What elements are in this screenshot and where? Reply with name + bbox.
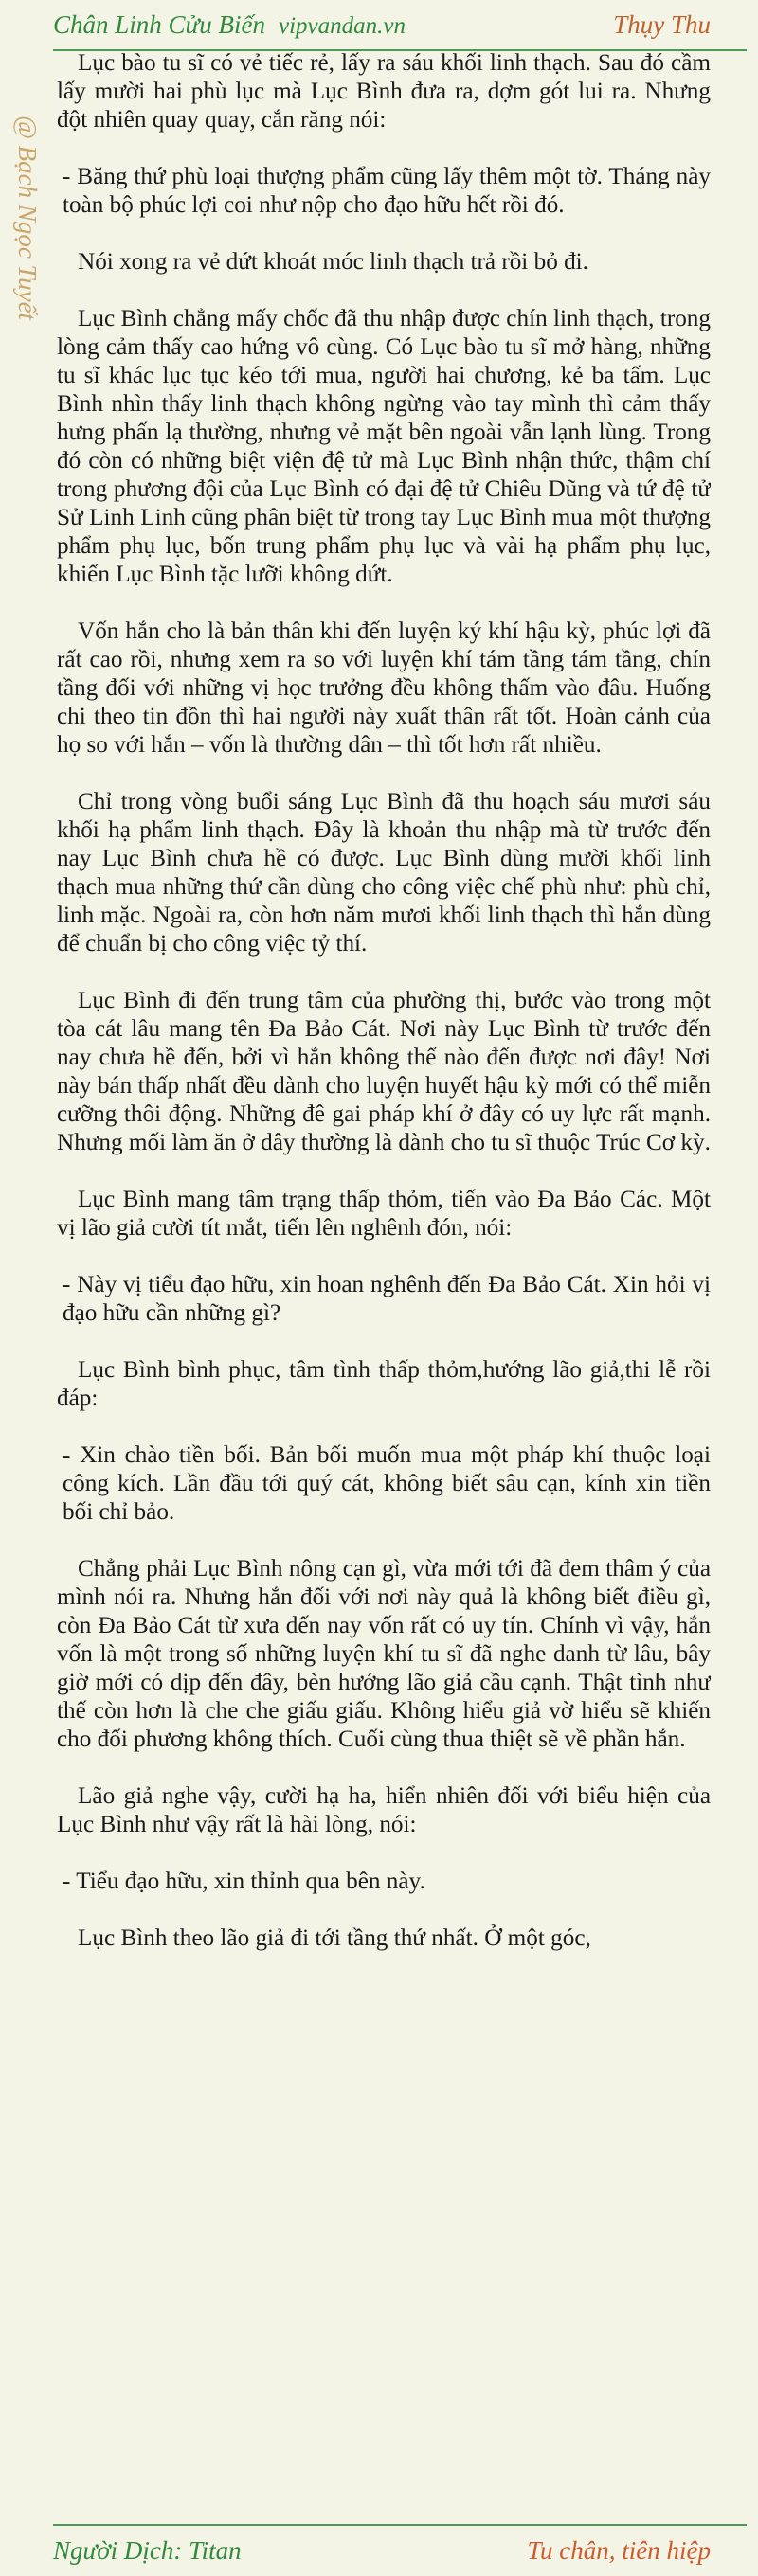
paragraph: Lục Bình chẳng mấy chốc đã thu nhập được chín linh thạch, trong lòng cảm thấy cao hứng vô cùng. Có Lục bào tu sĩ mở hàng, những tu sĩ khác lục tục kéo tới mua, người hai chương, kẻ ba tấm. Lục Bình nhìn thấy linh thạch không ngừng vào tay mình thì cảm thấy hưng phấn lạ thường, nhưng vẻ mặt bên ngoài vẫn lạnh lùng. Trong đó còn có những biệt viện đệ tử mà Lục Bình nhận thức, thậm chí trong phương đội của Lục Bình có đại đệ tử Chiêu Dũng và tứ đệ tử Sử Linh Linh cũng phân biệt từ trong tay Lục Bình mua một thượng phẩm phụ lục, bốn trung phẩm phụ lục và vài hạ phẩm phụ lục, khiến Lục Bình tặc lưỡi không dứt.: [57, 306, 711, 587]
website-label: vipvandan.vn: [279, 12, 406, 39]
paragraph: Lục Bình theo lão giả đi tới tầng thứ nhất. Ở một góc,: [78, 1925, 591, 1951]
side-margin: [0, 49, 44, 2524]
paragraph: - Này vị tiểu đạo hữu, xin hoan nghênh đến Đa Bảo Cát. Xin hỏi vị đạo hữu cần những gì?: [63, 1272, 711, 1326]
page-footer: [53, 2526, 711, 2576]
paragraph: Nói xong ra vẻ dứt khoát móc linh thạch trả rồi bỏ đi.: [78, 249, 588, 275]
paragraph: Lão giả nghe vậy, cười hạ ha, hiển nhiên đối với biểu hiện của Lục Bình như vậy rất là hài lòng, nói:: [57, 1783, 711, 1837]
page-header: [53, 0, 711, 49]
book-title: Chân Linh Cửu Biến: [53, 9, 265, 39]
paragraph: - Tiểu đạo hữu, xin thỉnh qua bên này.: [63, 1869, 425, 1894]
paragraph: Vốn hắn cho là bản thân khi đến luyện ký khí hậu kỳ, phúc lợi đã rất cao rồi, nhưng xem ra so với luyện khí tám tầng tám tầng, chín tầng đối với những vị học trưởng đều không thấm vào đâu. Huống chi theo tin đồn thì hai người này xuất thân rất tốt. Hoàn cảnh của họ so với hắn – vốn là thường dân – thì tốt hơn rất nhiều.: [57, 618, 711, 758]
paragraph: - Băng thứ phù loại thượng phẩm cũng lấy thêm một tờ. Tháng này toàn bộ phúc lợi coi như nộp cho đạo hữu hết rồi đó.: [63, 164, 711, 218]
side-credit: @ Bạch Ngọc Tuyết: [13, 116, 42, 321]
translator-credit: Người Dịch: Titan: [53, 2536, 242, 2565]
header-left: [53, 10, 406, 40]
paragraph: Lục Bình đi đến trung tâm của phường thị, bước vào trong một tòa cát lâu mang tên Đa Bảo Cát. Nơi này Lục Bình từ trước đến nay chưa hề đến, bởi vì hắn không thể nào đến được nơi đây! Nơi này bán thấp nhất đều dành cho luyện huyết hậu kỳ mới có thể miễn cưỡng thôi động. Những đê gai pháp khí ở đây có uy lực rất mạnh. Nhưng mối làm ăn ở đây thường là dành cho tu sĩ thuộc Trúc Cơ kỳ.: [57, 988, 711, 1155]
paragraph: Chẳng phải Lục Bình nông cạn gì, vừa mới tới đã đem thâm ý của mình nói ra. Nhưng hắn đối với nơi này quả là không biết điều gì, còn Đa Bảo Cát từ xưa đến nay vốn rất có uy tín. Chính vì vậy, hắn vốn là một trong số những luyện khí tu sĩ đã nghe danh từ lâu, bây giờ mới có dịp đến đây, bèn hướng lão giả cầu cạnh. Thật tình như thế còn hơn là che che giấu giấu. Không hiểu giả vờ hiểu sẽ khiến cho đối phương không thích. Cuối cùng thua thiệt sẽ về phần hắn.: [57, 1556, 711, 1752]
genre-label: Tu chân, tiên hiệp: [527, 2536, 711, 2565]
paragraph: - Xin chào tiền bối. Bản bối muốn mua một pháp khí thuộc loại công kích. Lần đầu tới quý cát, không biết sâu cạn, kính xin tiền bối chỉ bảo.: [63, 1442, 711, 1525]
author-name: Thụy Thu: [613, 9, 711, 39]
paragraph: Chỉ trong vòng buổi sáng Lục Bình đã thu hoạch sáu mươi sáu khối hạ phẩm linh thạch. Đây là khoản thu nhập mà từ trước đến nay Lục Bình chưa hề có được. Lục Bình dùng mười khối linh thạch mua những thứ cần dùng cho công việc chế phù như: phù chỉ, linh mặc. Ngoài ra, còn hơn năm mươi khối linh thạch thì hắn dùng để chuẩn bị cho công việc tỷ thí.: [57, 789, 711, 957]
chapter-text: [57, 49, 711, 2524]
paragraph: Lục bào tu sĩ có vẻ tiếc rẻ, lấy ra sáu khối linh thạch. Sau đó cầm lấy mười hai phù lục mà Lục Bình đưa ra, dợm gót lui ra. Nhưng đột nhiên quay quay, cắn răng nói:: [57, 50, 711, 133]
paragraph: Lục Bình mang tâm trạng thấp thỏm, tiến vào Đa Bảo Các. Một vị lão giả cười tít mắt, tiến lên nghênh đón, nói:: [57, 1187, 711, 1241]
paragraph: Lục Bình bình phục, tâm tình thấp thỏm,hướng lão giả,thi lễ rồi đáp:: [57, 1357, 711, 1411]
